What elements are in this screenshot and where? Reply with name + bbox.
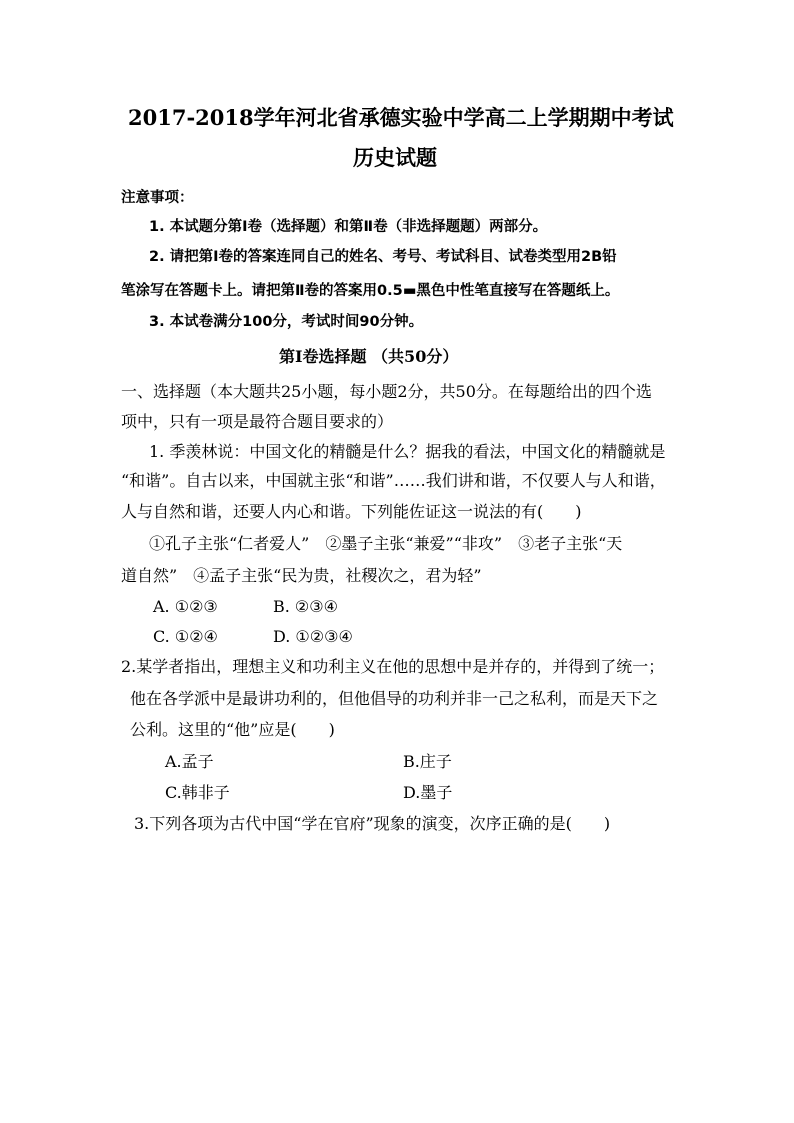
notice-item-1: 1. 本试题分第Ⅰ卷（选择题）和第Ⅱ卷（非选择题题）两部分。	[149, 219, 548, 235]
question-2-line-2: 他在各学派中是最讲功利的，但他倡导的功利并非一己之私利，而是天下之	[130, 689, 659, 708]
section-instructions-line-2: 项中，只有一项是最符合题目要求的）	[121, 412, 394, 431]
notice-item-2-line-1: 2. 请把第Ⅰ卷的答案连同自己的姓名、考号、考试科目、试卷类型用2B铅	[149, 249, 617, 265]
notice-heading: 注意事项：	[121, 190, 194, 206]
question-1-line-2: “和谐”。自古以来，中国就主张“和谐”……我们讲和谐，不仅要人与人和谐，	[121, 471, 666, 490]
section-instructions-line-1: 一、选择题（本大题共25小题，每小题2分，共50分。在每题给出的四个选	[121, 382, 652, 401]
question-2-option-c: C.韩非子	[165, 783, 230, 802]
question-1-line-3: 人与自然和谐，还要人内心和谐。下列能佐证这一说法的有( )	[121, 502, 582, 521]
exam-title: 2017-2018学年河北省承德实验中学高二上学期期中考试	[128, 105, 674, 130]
question-2-option-d: D.墨子	[403, 783, 453, 802]
question-1-option-c: C. ①②④	[153, 627, 218, 646]
notice-item-2-line-2: 笔涂写在答题卡上。请把第Ⅱ卷的答案用0.5▬黑色中性笔直接写在答题纸上。	[121, 283, 620, 299]
question-2-line-1: 2.某学者指出，理想主义和功利主义在他的思想中是并存的，并得到了统一；	[121, 657, 665, 676]
exam-subject: 历史试题	[353, 145, 437, 170]
section-heading: 第Ⅰ卷选择题 （共50分）	[279, 347, 459, 366]
question-2-line-3: 公利。这里的“他”应是( )	[130, 720, 335, 739]
question-1-option-b: B. ②③④	[273, 597, 338, 616]
question-1-option-a: A. ①②③	[153, 597, 218, 616]
question-2-option-b: B.庄子	[403, 752, 452, 771]
question-1-items-line-2: 道自然” ④孟子主张“民为贵，社稷次之，君为轻”	[121, 566, 482, 585]
question-2-option-a: A.孟子	[165, 752, 214, 771]
question-1-items-line-1: ①孔子主张“仁者爱人” ②墨子主张“兼爱”“非攻” ③老子主张“天	[149, 534, 623, 553]
notice-item-3: 3. 本试卷满分100分，考试时间90分钟。	[149, 314, 424, 330]
question-3-line-1: 3.下列各项为古代中国“学在官府”现象的演变，次序正确的是( )	[134, 814, 611, 833]
question-1-line-1: 1. 季羡林说：中国文化的精髓是什么？据我的看法，中国文化的精髓就是	[149, 442, 666, 461]
question-1-option-d: D. ①②③④	[273, 627, 353, 646]
